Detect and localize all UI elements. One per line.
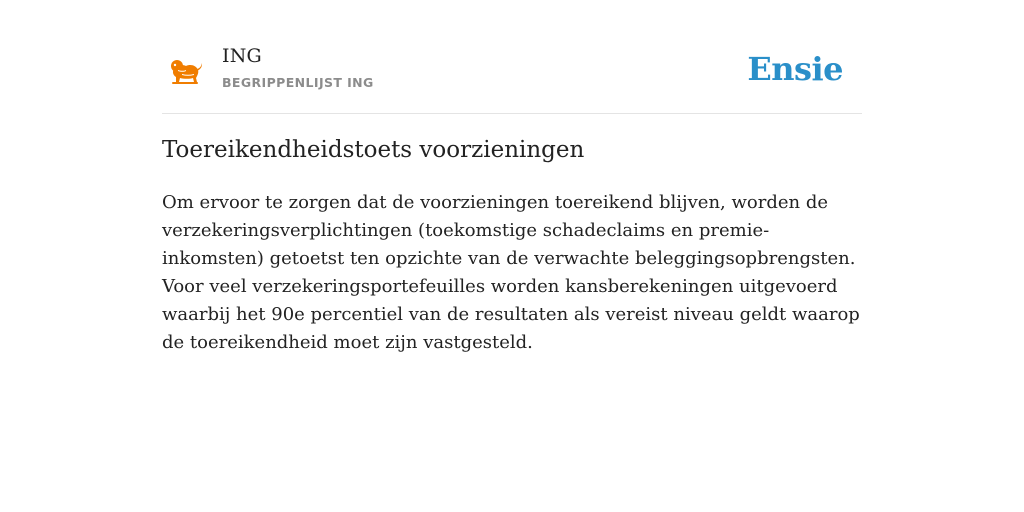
header bbox=[162, 0, 862, 114]
definition-text: Om ervoor te zorgen dat de voorzieningen toereikend blijven, worden de verzekeringsverplichtingen (toekomstige schadeclaims en premie-inkomsten) getoetst ten opzichte van de verwachte beleggingsopbrengsten. Voor veel verzekeringsportefeuilles worden kansberekeningen uitgevoerd waarbij het 90e percentiel van de resultaten als vereist niveau geldt waarop de toereikendheid moet zijn vastgesteld. bbox=[162, 192, 860, 353]
brand-logo[interactable]: Ensie bbox=[747, 50, 843, 88]
ing-lion-icon[interactable] bbox=[166, 56, 204, 86]
source-name[interactable]: ING bbox=[222, 45, 262, 67]
source-subtitle[interactable]: BEGRIPPENLIJST ING bbox=[222, 75, 374, 90]
content-container bbox=[162, 0, 862, 353]
page-title: Toereikendheidstoets voorzieningen bbox=[162, 137, 585, 163]
